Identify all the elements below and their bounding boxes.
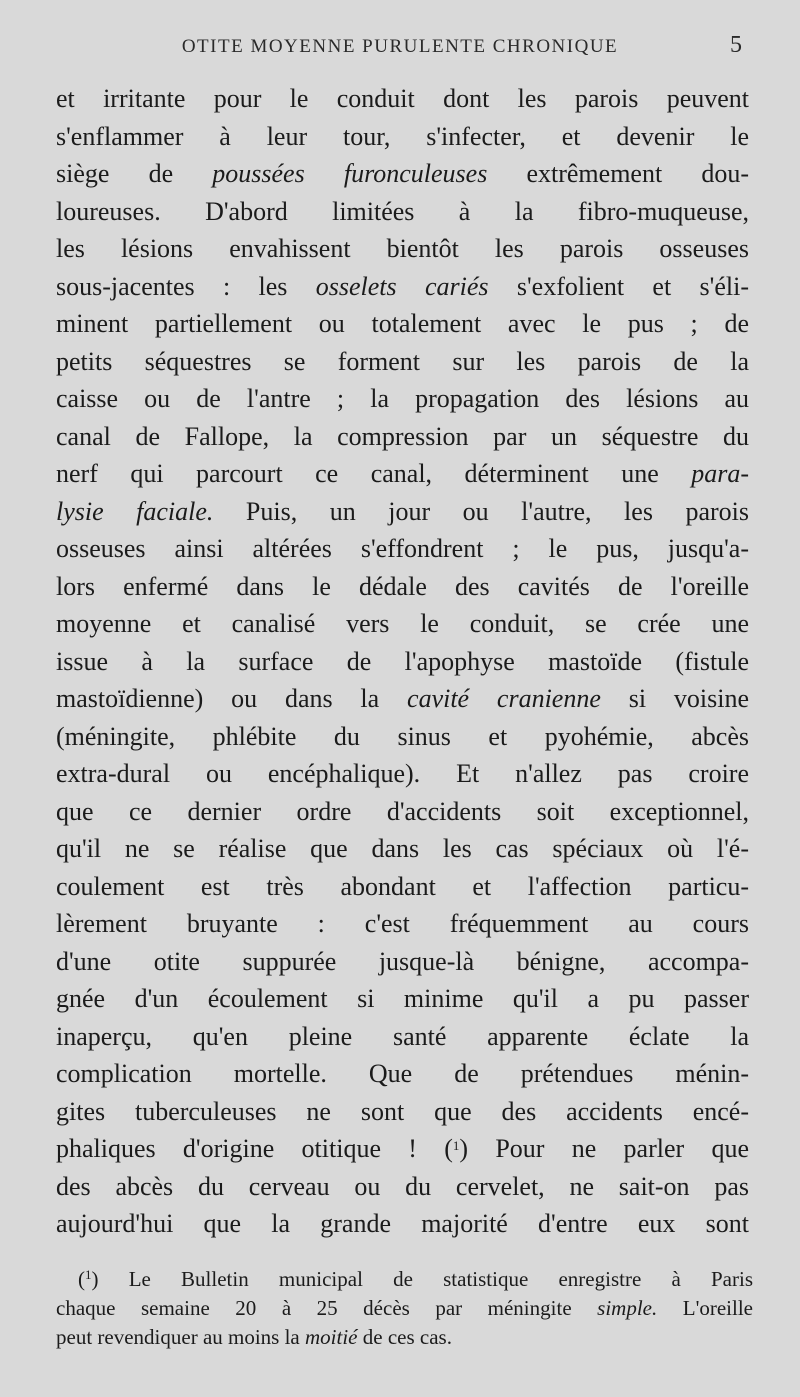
- page-header: [0, 30, 800, 66]
- text-line: aujourd'hui que la grande majorité d'entre eux sont: [56, 1209, 749, 1238]
- text-line: extra-dural ou encéphalique). Et n'allez pas croire: [56, 759, 749, 788]
- text-line: phaliques d'origine otitique ! ($^1$) Pour ne parler que: [56, 1134, 749, 1163]
- italic-term: poussées furonculeuses: [212, 159, 488, 188]
- text-line: que ce dernier ordre d'accidents soit exceptionnel,: [56, 796, 749, 826]
- text-line: coulement est très abondant et l'affection particu-: [56, 871, 749, 901]
- text-line: lors enfermé dans le dédale des cavités de l'oreille: [56, 571, 749, 601]
- text-line: canal de Fallope, la compression par un séquestre du: [56, 421, 749, 451]
- text-line: moyenne et canalisé vers le conduit, se crée une: [56, 609, 749, 638]
- text-line: gites tuberculeuses ne sont que des accidents encé-: [56, 1096, 749, 1126]
- text-line: caisse ou de l'antre ; la propagation des lésions au: [56, 384, 749, 413]
- italic-term: simple.: [597, 1296, 658, 1320]
- text-line: petits séquestres se forment sur les parois de la: [56, 346, 749, 376]
- page-number: 5: [730, 32, 742, 58]
- text-line: mastoïdienne) ou dans la cavité cranienne si voisine: [56, 684, 749, 713]
- text-line: issue à la surface de l'apophyse mastoïde (fistule: [56, 646, 749, 676]
- footnote-reference: 1: [452, 1138, 460, 1153]
- text-line: des abcès du cerveau ou du cervelet, ne sait-on pas: [56, 1171, 749, 1201]
- footnote: [56, 1265, 753, 1352]
- italic-term: osselets cariés: [315, 271, 489, 301]
- text-line: siège de poussées furonculeuses extrêmement dou-: [56, 159, 749, 188]
- footnote-line: ($^1$) Le Bulletin municipal de statistique enregistre à Paris: [78, 1267, 753, 1291]
- italic-term: para-: [691, 459, 749, 488]
- text-line: et irritante pour le conduit dont les parois peuvent: [56, 84, 749, 113]
- text-line: minent partiellement ou totalement avec le pus ; de: [56, 309, 749, 338]
- text-line: lysie faciale. Puis, un jour ou l'autre, les parois: [56, 496, 749, 526]
- italic-term: cavité cranienne: [407, 684, 601, 713]
- footnote-line: chaque semaine 20 à 25 décès par méningite simple. L'oreille: [56, 1296, 754, 1320]
- text-line: nerf qui parcourt ce canal, déterminent une para-: [56, 459, 749, 488]
- italic-term: lysie faciale.: [56, 496, 214, 526]
- text-line: sous-jacentes : les osselets cariés s'exfolient et s'éli-: [56, 271, 749, 301]
- text-line: lèrement bruyante : c'est fréquemment au cours: [56, 909, 749, 938]
- text-line: inaperçu, qu'en pleine santé apparente éclate la: [56, 1021, 749, 1051]
- text-line: gnée d'un écoulement si minime qu'il a pu passer: [56, 984, 749, 1013]
- text-line: (méningite, phlébite du sinus et pyohémie, abcès: [56, 721, 749, 751]
- text-line: d'une otite suppurée jusque-là bénigne, accompa-: [56, 946, 749, 976]
- footnote-marker: 1: [85, 1267, 92, 1282]
- body-text: [56, 80, 749, 1243]
- running-title: OTITE MOYENNE PURULENTE CHRONIQUE: [181, 36, 619, 57]
- text-line: qu'il ne se réalise que dans les cas spéciaux où l'é-: [56, 834, 749, 863]
- italic-term: moitié: [305, 1325, 358, 1349]
- footnote-line: peut revendiquer au moins la moitié de ces cas.: [56, 1325, 452, 1349]
- text-line: complication mortelle. Que de prétendues ménin-: [56, 1059, 749, 1088]
- text-line: s'enflammer à leur tour, s'infecter, et devenir le: [56, 121, 749, 151]
- text-line: osseuses ainsi altérées s'effondrent ; le pus, jusqu'a-: [56, 534, 749, 563]
- text-line: les lésions envahissent bientôt les parois osseuses: [56, 234, 749, 263]
- text-line: loureuses. D'abord limitées à la fibro-muqueuse,: [56, 196, 749, 226]
